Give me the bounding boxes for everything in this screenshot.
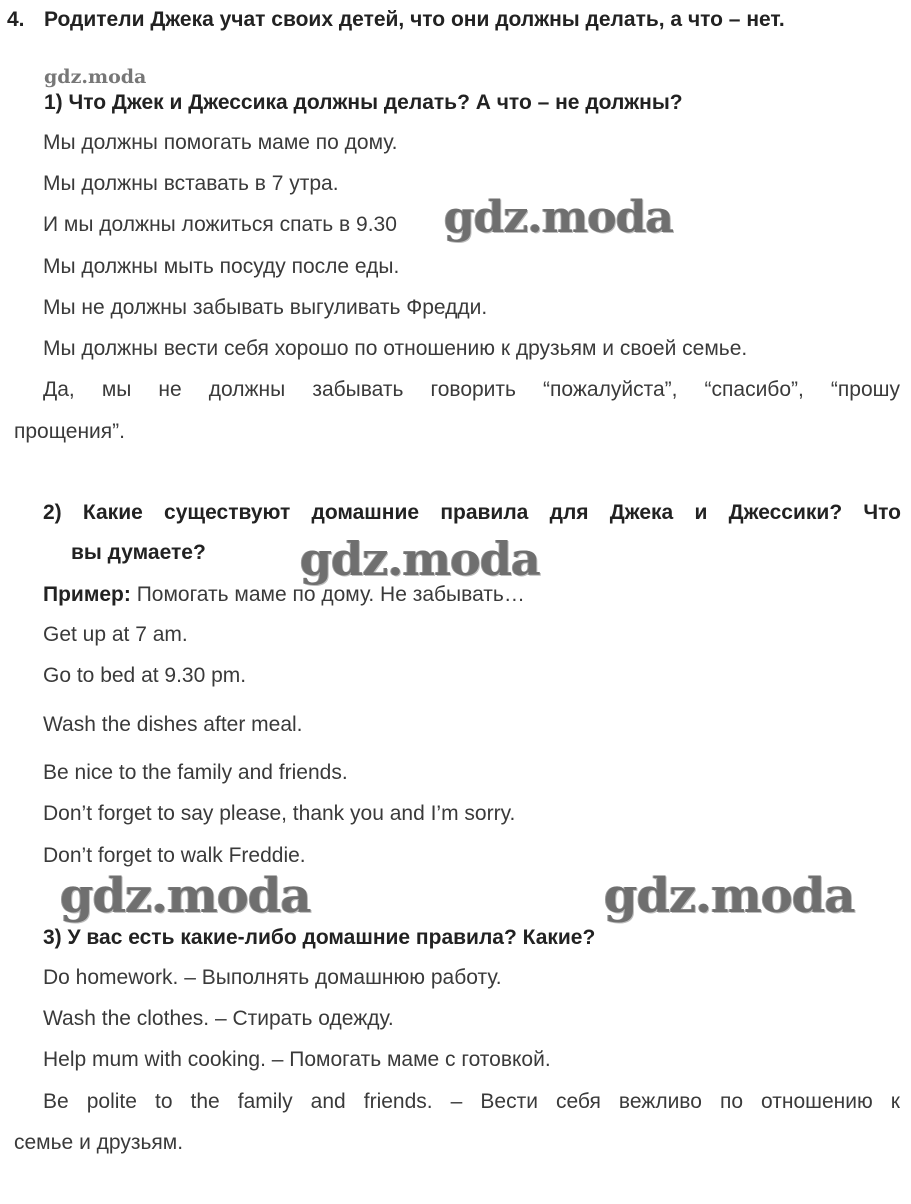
rule-line: Don’t forget to say please, thank you and I’m sorry. [43, 802, 516, 825]
exercise-heading: Родители Джека учат своих детей, что они должны делать, а что – нет. [44, 8, 785, 31]
answer-line: Мы должны мыть посуду после еды. [43, 255, 400, 278]
section1-title: 1) Что Джек и Джессика должны делать? А что – не должны? [44, 91, 683, 114]
example-text: Помогать маме по дому. Не забывать… [130, 583, 525, 606]
answer-line: Да, мы не должны забывать говорить “пожалуйста”, “спасибо”, “прошу [43, 378, 900, 401]
watermark-logo: gdz.moda [444, 192, 674, 243]
answer-line: Be polite to the family and friends. – Вести себя вежливо по отношению к [43, 1090, 900, 1113]
answer-line: Мы не должны забывать выгуливать Фредди. [43, 296, 488, 319]
answer-line: Мы должны вести себя хорошо по отношению к друзьям и своей семье. [43, 337, 748, 360]
watermark-logo: gdz.moda [300, 532, 540, 586]
answer-line-continued: прощения”. [14, 420, 125, 443]
watermark-logo: gdz.moda [604, 868, 855, 924]
rule-line: Get up at 7 am. [43, 623, 188, 646]
rule-line: Don’t forget to walk Freddie. [43, 844, 306, 867]
section2-title: 2) Какие существуют домашние правила для Джека и Джессики? Что [43, 501, 901, 524]
answer-line-continued: семье и друзьям. [14, 1131, 184, 1154]
answer-line: Мы должны помогать маме по дому. [43, 131, 398, 154]
rule-line: Wash the dishes after meal. [43, 713, 303, 736]
answer-line: И мы должны ложиться спать в 9.30 [43, 213, 397, 236]
section2-title-continued: вы думаете? [71, 541, 206, 564]
answer-line: Wash the clothes. – Стирать одежду. [43, 1007, 394, 1030]
rule-line: Go to bed at 9.30 pm. [43, 664, 247, 687]
exercise-number: 4. [7, 8, 25, 31]
watermark-logo: gdz.moda [44, 66, 147, 88]
answer-line: Help mum with cooking. – Помогать маме с готовкой. [43, 1048, 551, 1071]
answer-line: Do homework. – Выполнять домашнюю работу. [43, 966, 502, 989]
watermark-logo: gdz.moda [60, 868, 311, 924]
rule-line: Be nice to the family and friends. [43, 761, 348, 784]
section3-title: 3) У вас есть какие-либо домашние правила? Какие? [43, 926, 596, 949]
example-label: Пример: [43, 583, 131, 606]
answer-line: Мы должны вставать в 7 утра. [43, 172, 339, 195]
